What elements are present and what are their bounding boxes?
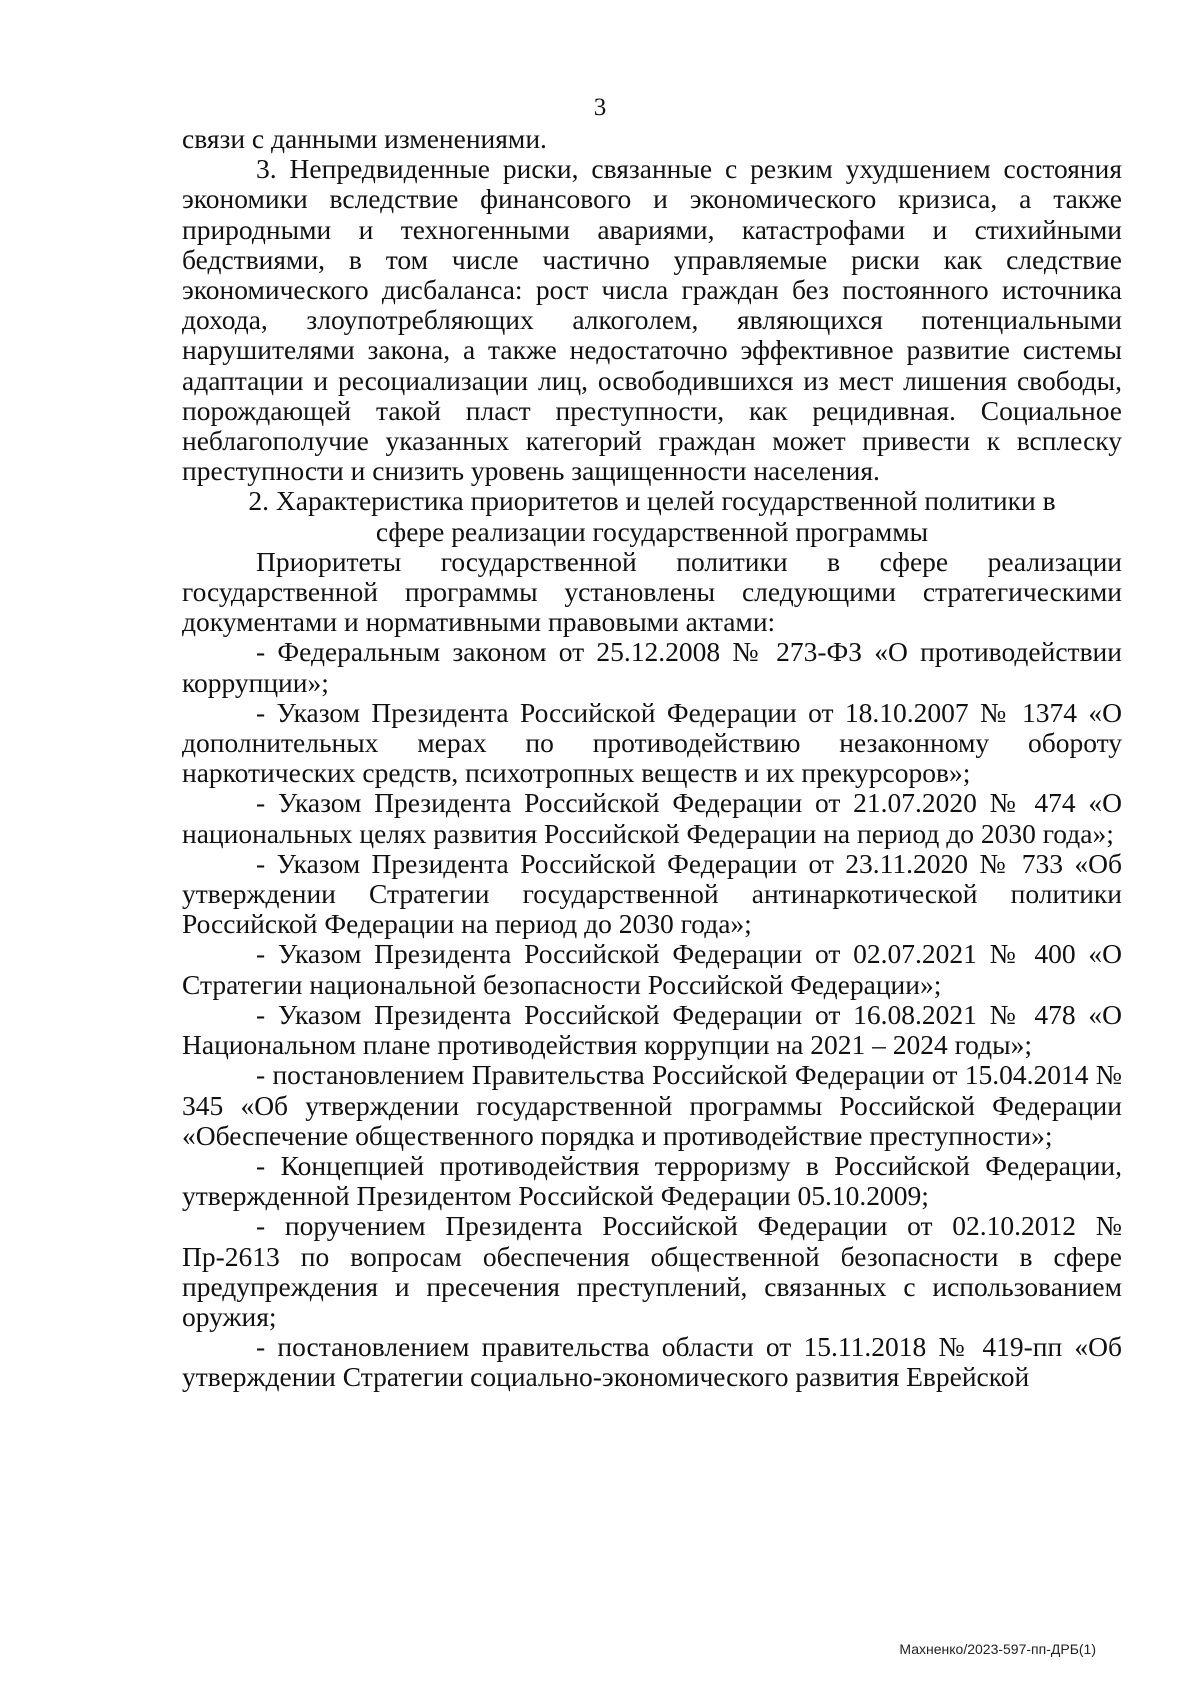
- list-item: - постановлением Правительства Российской Федерации от 15.04.2014 № 345 «Об утверждении государственной программы Российской Федерации «Обеспечение общественного порядка и противодействие преступности»;: [182, 1059, 1122, 1151]
- section-heading-line-1: 2. Характеристика приоритетов и целей государственной политики в: [248, 485, 1056, 517]
- section-heading-line-2: сфере реализации государственной программы: [375, 515, 929, 547]
- document-reference-footer: Махненко/2023-597-пп-ДРБ(1): [899, 1641, 1096, 1657]
- list-item: - поручением Президента Российской Федерации от 02.10.2012 № Пр-2613 по вопросам обеспечения общественной безопасности в сфере предупреждения и пресечения преступлений, связанных с использованием оружия;: [182, 1210, 1122, 1332]
- paragraph-continuation: связи с данными изменениями.: [182, 123, 547, 154]
- priorities-intro: Приоритеты государственной политики в сфере реализации государственной программы установлены следующими стратегическими документами и нормативными правовыми актами:: [182, 545, 1122, 638]
- list-item: - Указом Президента Российской Федерации от 23.11.2020 № 733 «Об утверждении Стратегии государственной антинаркотической политики Российской Федерации на период до 2030 года»;: [182, 847, 1122, 940]
- list-item: - Указом Президента Российской Федерации от 21.07.2020 № 474 «О национальных целях развития Российской Федерации на период до 2030 года»;: [182, 787, 1122, 849]
- document-body: [182, 124, 1122, 1393]
- page-number: 3: [593, 94, 607, 121]
- section-heading: [182, 486, 1122, 546]
- list-item: - Федеральным законом от 25.12.2008 № 273-ФЗ «О противодействии коррупции»;: [182, 636, 1122, 698]
- list-item: - Указом Президента Российской Федерации от 16.08.2021 № 478 «О Национальном плане противодействия коррупции на 2021 – 2024 годы»;: [182, 998, 1122, 1061]
- list-item: - Указом Президента Российской Федерации от 18.10.2007 № 1374 «О дополнительных мерах по противодействию незаконному обороту наркотических средств, психотропных веществ и их прекурсоров»;: [182, 696, 1122, 789]
- list-item: - Концепцией противодействия терроризму в Российской Федерации, утвержденной Президентом Российской Федерации 05.10.2009;: [182, 1149, 1122, 1212]
- paragraph-risks: 3. Непредвиденные риски, связанные с резким ухудшением состояния экономики вследствие финансового и экономического кризиса, а также природными и техногенными авариями, катастрофами и стихийными бедствиями, в том числе частично управляемые риски как следствие экономического дисбаланса: рост числа граждан без постоянного источника дохода, злоупотребляющих алкоголем, являющихся потенциальными нарушителями закона, а также недостаточно эффективное развитие системы адаптации и ресоциализации лиц, освободившихся из мест лишения свободы, порождающей такой пласт преступности, как рецидивная. Социальное неблагополучие указанных категорий граждан может привести к всплеску преступности и снизить уровень защищенности населения.: [182, 153, 1122, 487]
- list-item: - постановлением правительства области от 15.11.2018 № 419-пп «Об утверждении Стратегии социально-экономического развития Еврейской: [182, 1331, 1122, 1393]
- list-item: - Указом Президента Российской Федерации от 02.07.2021 № 400 «О Стратегии национальной безопасности Российской Федерации»;: [182, 938, 1122, 1000]
